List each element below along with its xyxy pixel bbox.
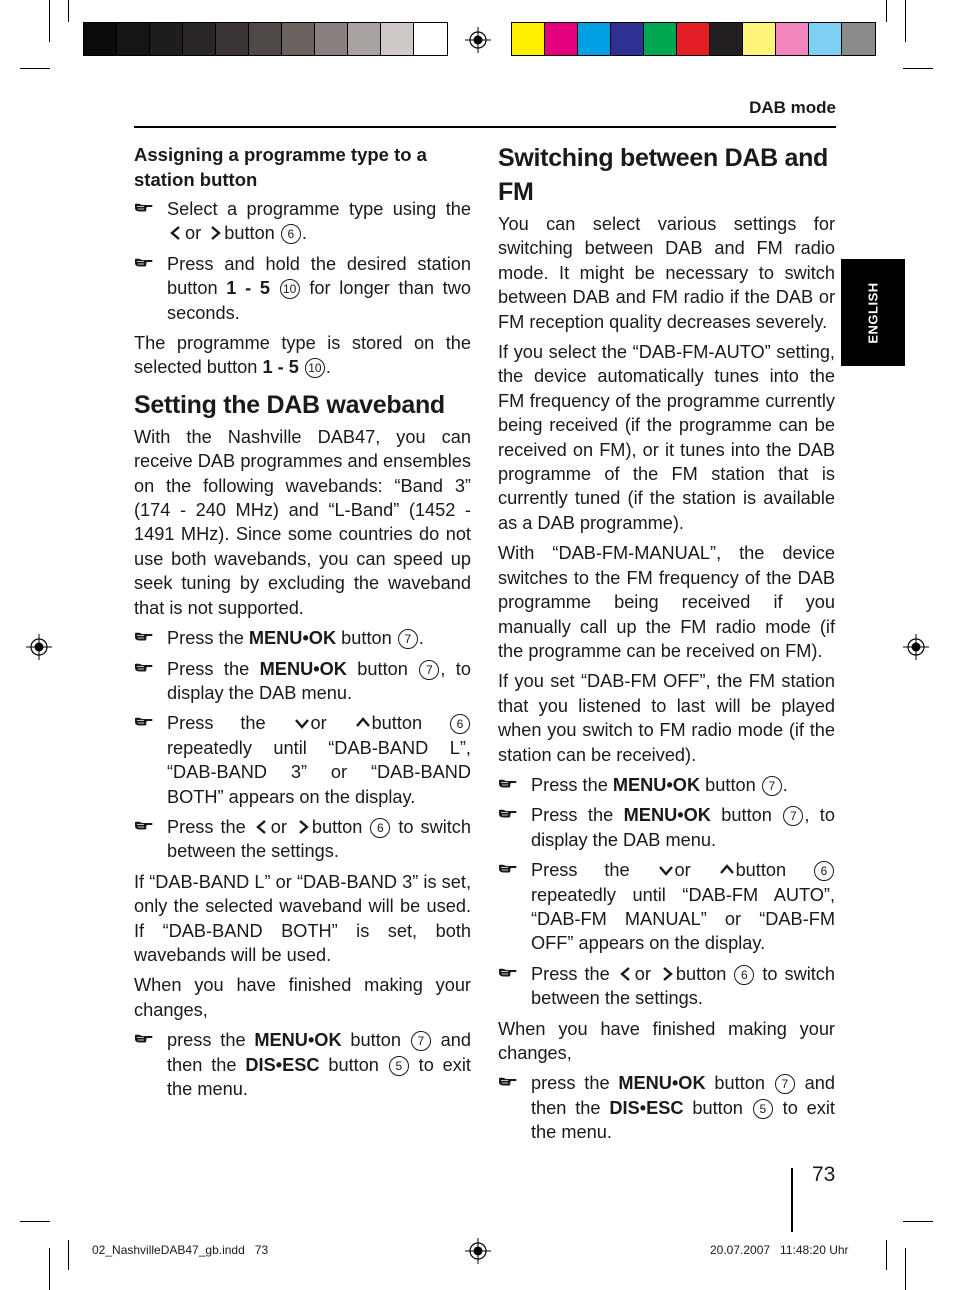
color-swatch <box>611 23 644 55</box>
step-text: and then the <box>531 1073 835 1118</box>
instruction-step <box>498 773 835 797</box>
crop-mark <box>49 1248 50 1290</box>
right-arrow-icon <box>296 820 310 834</box>
step-text: repeatedly until “DAB-FM AUTO”, “DAB-FM MANUAL” or “DAB-FM OFF” appears on the display. <box>531 884 835 954</box>
left-arrow-icon <box>169 226 183 240</box>
step-text: . <box>782 774 788 795</box>
step-text: Press the <box>531 963 610 984</box>
color-swatch <box>216 23 249 55</box>
color-swatch <box>512 23 545 55</box>
button-name: MENU•OK <box>612 774 701 795</box>
step-text: Press the <box>531 774 608 795</box>
step-text: button <box>692 1097 743 1118</box>
paragraph: You can select various settings for switching between DAB and FM radio mode. It might be necessary to switch between DAB and FM radio if the DAB or FM reception quality decreases severely. <box>498 214 835 332</box>
reference-number: 7 <box>783 806 803 826</box>
switching-heading: Switching between DAB and FM <box>498 144 829 206</box>
pointing-hand-icon <box>498 858 520 882</box>
instruction-step <box>134 711 471 809</box>
instruction-step <box>134 657 471 706</box>
pointing-hand-icon <box>498 803 520 827</box>
color-swatch <box>315 23 348 55</box>
step-text: button <box>705 774 756 795</box>
paragraph-text: The programme type is stored on the selected button <box>134 333 471 378</box>
slug-timestamp: 20.07.2007 11:48:20 Uhr <box>710 1243 849 1257</box>
color-swatch <box>842 23 875 55</box>
color-swatch <box>578 23 611 55</box>
step-text: Press the <box>531 860 630 881</box>
color-swatch <box>84 23 117 55</box>
pointing-hand-icon <box>134 711 156 735</box>
reference-number: 5 <box>753 1099 773 1119</box>
button-name: DIS•ESC <box>609 1097 684 1118</box>
language-tab <box>841 259 905 366</box>
step-text: Press and hold the desired station button <box>167 253 471 299</box>
step-text: press the <box>167 1030 246 1051</box>
step-text: button <box>350 1030 401 1051</box>
instruction-step <box>498 1071 835 1144</box>
language-tab-label: ENGLISH <box>865 281 881 344</box>
step-text: or <box>185 223 202 244</box>
pointing-hand-icon <box>498 962 520 986</box>
reference-number: 7 <box>398 629 418 649</box>
down-arrow-icon <box>659 863 673 877</box>
step-text: to exit the menu. <box>167 1054 471 1099</box>
step-text: Select a programme type using the <box>167 199 471 219</box>
color-swatch <box>282 23 315 55</box>
page-number-rule <box>791 1168 793 1232</box>
paragraph: When you have finished making your changes, <box>134 975 471 1020</box>
crop-mark <box>49 0 50 42</box>
instruction-step <box>134 1028 471 1101</box>
button-name: MENU•OK <box>618 1073 706 1094</box>
paragraph: With “DAB-FM-MANUAL”, the device switches to the FM frequency of the DAB programme being received if you manually call up the FM radio mode (if the programme can be received on FM). <box>498 543 835 661</box>
step-text: and then the <box>167 1030 471 1075</box>
pointing-hand-icon <box>134 197 156 221</box>
step-text: button <box>371 713 423 734</box>
step-text: , to display the DAB menu. <box>531 805 835 850</box>
color-swatch <box>183 23 216 55</box>
step-text: to exit the menu. <box>531 1097 835 1143</box>
reference-number: 7 <box>419 660 439 680</box>
crop-mark <box>20 68 50 69</box>
crop-mark <box>905 0 906 42</box>
paragraph: If “DAB-BAND L” or “DAB-BAND 3” is set, only the selected waveband will be used. If “DAB-BAND BOTH” is set, both wavebands will be used. <box>134 871 471 965</box>
button-name: MENU•OK <box>623 805 711 826</box>
step-text: or <box>634 963 651 984</box>
reference-number: 6 <box>814 861 834 881</box>
step-text: button <box>328 1054 379 1075</box>
step-text: Press the <box>167 628 244 649</box>
step-text: , to display the DAB menu. <box>167 658 471 703</box>
step-text: Press the <box>167 713 266 734</box>
grayscale-color-bar <box>83 22 448 56</box>
step-text: button <box>735 860 787 881</box>
reference-number: 10 <box>305 358 325 378</box>
step-text: repeatedly until “DAB-BAND L”, “DAB-BAND 3” or “DAB-BAND BOTH” appears on the display. <box>167 737 471 807</box>
color-swatch <box>743 23 776 55</box>
color-swatch <box>809 23 842 55</box>
right-column <box>498 141 835 1151</box>
button-name: DIS•ESC <box>245 1054 320 1075</box>
slug-filename: 02_NashvilleDAB47_gb.indd 73 <box>92 1243 269 1257</box>
instruction-step <box>134 197 471 246</box>
instruction-step <box>134 252 471 325</box>
step-text: to switch between the settings. <box>167 816 472 862</box>
page-number: 73 <box>812 1163 836 1186</box>
step-text: . <box>418 628 424 649</box>
pointing-hand-icon <box>134 626 156 650</box>
color-swatch <box>348 23 381 55</box>
pointing-hand-icon <box>134 252 156 276</box>
step-text: . <box>301 223 307 244</box>
paragraph: When you have finished making your changes, <box>498 1018 835 1063</box>
right-arrow-icon <box>660 967 674 981</box>
color-swatch <box>414 23 447 55</box>
crop-mark <box>68 1240 69 1270</box>
right-arrow-icon <box>208 226 222 240</box>
button-name: MENU•OK <box>259 658 347 679</box>
registration-mark-icon <box>465 27 491 53</box>
left-column <box>134 143 471 1107</box>
color-swatch <box>677 23 710 55</box>
crop-mark <box>903 68 933 69</box>
button-name: 1 - 5 <box>226 278 270 299</box>
up-arrow-icon <box>720 863 734 877</box>
crop-mark <box>886 1240 887 1270</box>
step-text: button <box>224 223 275 244</box>
instruction-step <box>134 626 471 650</box>
assign-heading: Assigning a programme type to a station button <box>134 144 427 190</box>
color-swatch <box>249 23 282 55</box>
step-text: button <box>675 963 727 984</box>
step-text: or <box>674 860 691 881</box>
crop-mark <box>903 1221 933 1222</box>
step-text: button <box>341 628 392 649</box>
reference-number: 6 <box>734 965 754 985</box>
waveband-heading: Setting the DAB waveband <box>134 390 445 419</box>
reference-number: 5 <box>389 1056 409 1076</box>
step-text: or <box>270 816 287 837</box>
paragraph-text: . <box>325 357 331 378</box>
button-name: 1 - 5 <box>262 357 299 378</box>
crop-mark <box>886 0 887 22</box>
reference-number: 7 <box>775 1074 795 1094</box>
process-color-bar <box>511 22 876 56</box>
step-text: button <box>357 658 408 679</box>
button-name: MENU•OK <box>254 1030 342 1051</box>
reference-number: 7 <box>411 1031 431 1051</box>
step-text: to switch between the settings. <box>531 963 836 1009</box>
running-title: DAB mode <box>749 98 836 117</box>
step-text: Press the <box>531 805 614 826</box>
pointing-hand-icon <box>498 1071 520 1095</box>
reference-number: 10 <box>280 279 300 299</box>
pointing-hand-icon <box>498 773 520 797</box>
registration-mark-icon <box>903 634 929 660</box>
step-text: for longer than two seconds. <box>167 278 471 323</box>
crop-mark <box>20 1221 50 1222</box>
reference-number: 6 <box>281 224 301 244</box>
instruction-step <box>498 803 835 852</box>
reference-number: 6 <box>450 714 470 734</box>
paragraph: If you select the “DAB-FM-AUTO” setting, the device automatically tunes into the FM frequency of the programme currently being received (if the programme can be received on FM), or it tunes into the DAB programme of the FM station that is currently tuned (if the station is available as a DAB programme). <box>498 342 835 533</box>
color-swatch <box>545 23 578 55</box>
waveband-intro: With the Nashville DAB47, you can receive DAB programmes and ensembles on the following wavebands: “Band 3” (174 - 240 MHz) and “L-Band” (1452 - 1491 MHz). Since some countries do not use both wavebands, you can speed up seek tuning by excluding the waveband that is not supported. <box>134 426 471 618</box>
pointing-hand-icon <box>134 1028 156 1052</box>
paragraph: If you set “DAB-FM OFF”, the FM station that you listened to last will be played when you switch to FM radio mode (if the station can be received). <box>498 671 835 765</box>
color-swatch <box>117 23 150 55</box>
instruction-step <box>498 858 835 956</box>
registration-mark-icon <box>465 1238 491 1264</box>
step-text: Press the <box>167 658 250 679</box>
up-arrow-icon <box>356 716 370 730</box>
step-text: or <box>310 713 327 734</box>
color-swatch <box>150 23 183 55</box>
left-arrow-icon <box>619 967 633 981</box>
color-swatch <box>381 23 414 55</box>
down-arrow-icon <box>295 716 309 730</box>
pointing-hand-icon <box>134 657 156 681</box>
crop-mark <box>905 1248 906 1290</box>
crop-mark <box>68 0 69 22</box>
step-text: button <box>721 805 772 826</box>
step-text: Press the <box>167 816 246 837</box>
instruction-step <box>134 815 471 864</box>
reference-number: 6 <box>370 818 390 838</box>
instruction-step <box>498 962 835 1011</box>
registration-mark-icon <box>26 634 52 660</box>
pointing-hand-icon <box>134 815 156 839</box>
paragraph <box>134 331 471 380</box>
step-text: button <box>311 816 363 837</box>
color-swatch <box>776 23 809 55</box>
button-name: MENU•OK <box>248 628 337 649</box>
header-rule <box>134 126 836 128</box>
step-text: button <box>714 1073 765 1094</box>
step-text: press the <box>531 1073 610 1094</box>
color-swatch <box>710 23 743 55</box>
color-swatch <box>644 23 677 55</box>
reference-number: 7 <box>762 776 782 796</box>
left-arrow-icon <box>255 820 269 834</box>
